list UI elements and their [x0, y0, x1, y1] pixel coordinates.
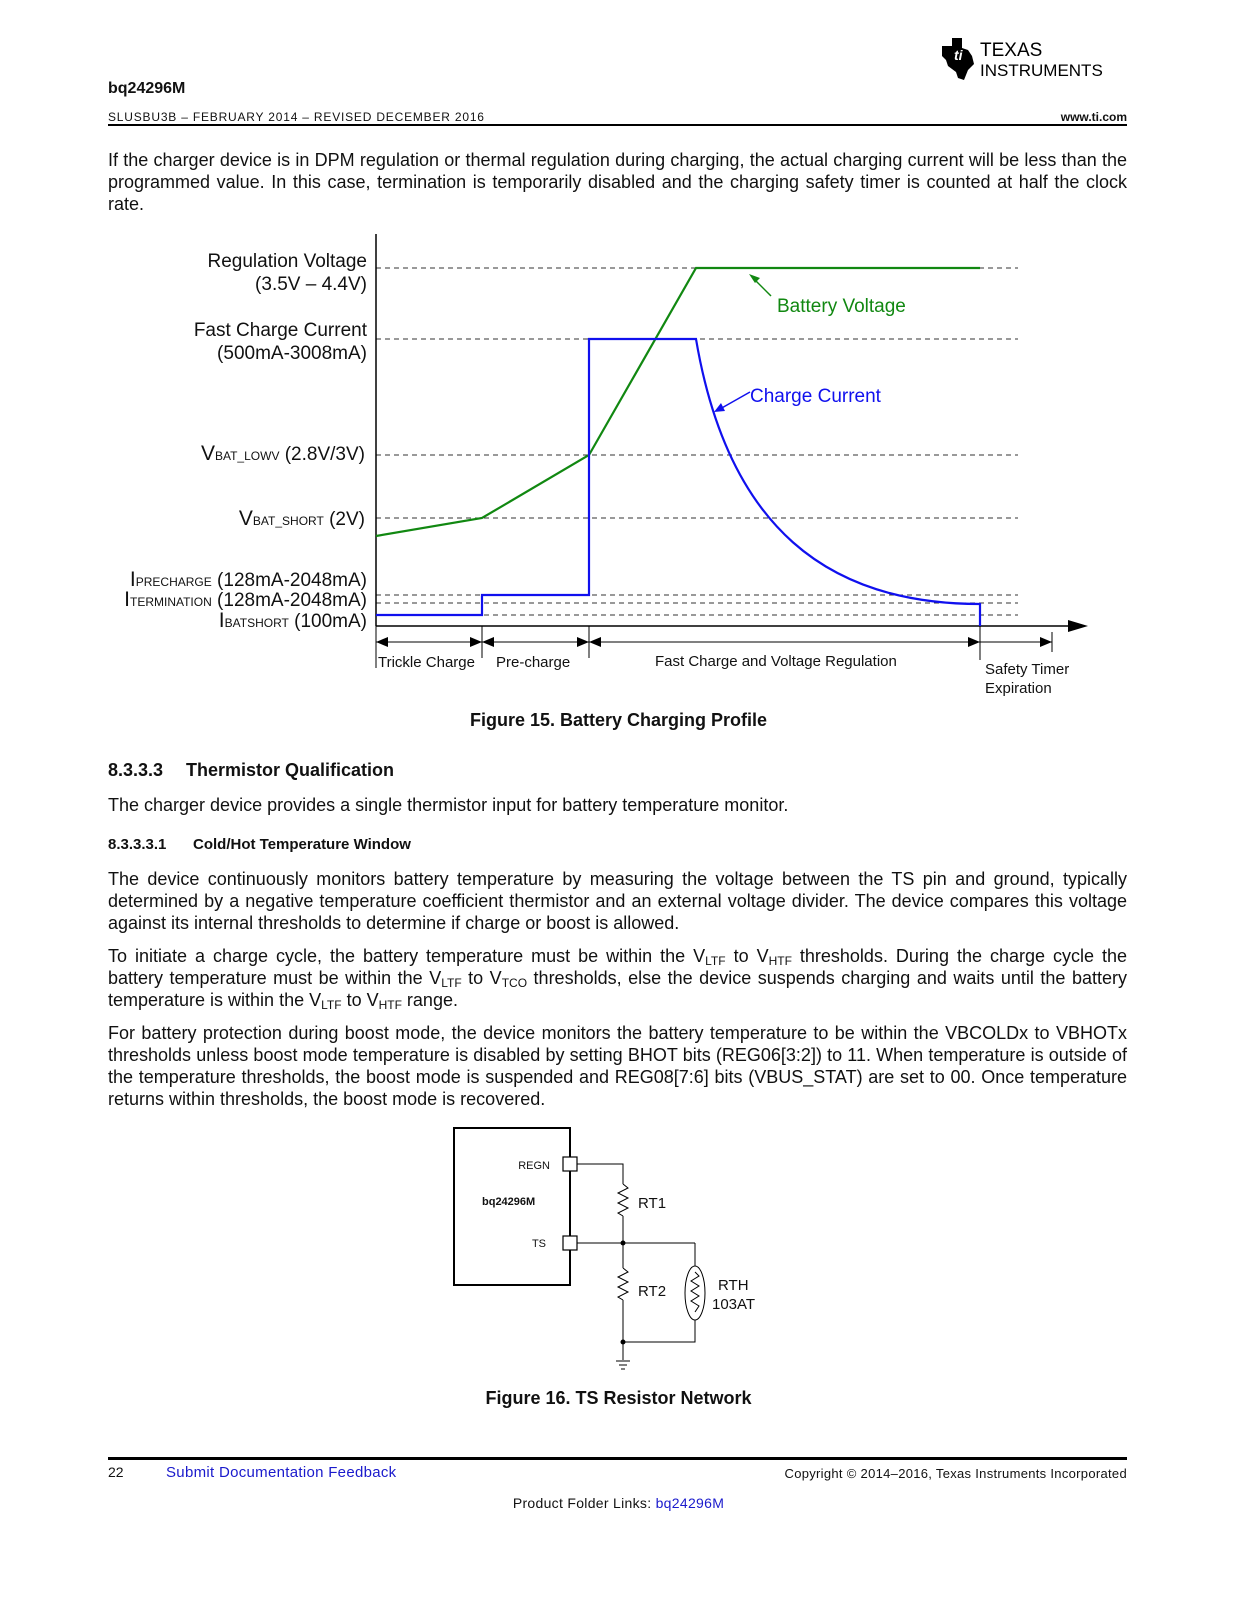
vbat-lowv-label: VBAT_LOWV (2.8V/3V): [200, 442, 365, 465]
rth-part-label: 103AT: [712, 1296, 756, 1313]
charge-current-curve: [376, 339, 980, 626]
phase-trickle-label: Trickle Charge: [378, 654, 475, 671]
phase-fast-label: Fast Charge and Voltage Regulation: [655, 653, 897, 670]
cold-hot-paragraph-1: The device continuously monitors battery temperature by measuring the voltage between the TS pin and ground, typically determined by a negative temperature coefficient thermistor and an external voltage divider. The device compares this voltage against its internal thresholds to determine if charge or boost is allowed.: [108, 869, 1127, 933]
battery-voltage-label: Battery Voltage: [777, 296, 906, 317]
charge-current-label: Charge Current: [750, 386, 881, 407]
iprecharge-label: IPRECHARGE (128mA-2048mA): [129, 568, 367, 591]
x-axis-arrow: [1068, 620, 1088, 632]
reg-voltage-label: Regulation Voltage: [207, 251, 367, 272]
rth-label: RTH: [718, 1277, 749, 1294]
rt2-resistor: [618, 1268, 628, 1300]
regn-label: REGN: [518, 1160, 550, 1172]
section-number: 8.3.3.3: [108, 760, 164, 780]
subsection-heading: [108, 836, 411, 853]
doc-id: SLUSBU3B – FEBRUARY 2014 – REVISED DECEMBER 2016: [108, 110, 485, 124]
cold-hot-paragraph-3: For battery protection during boost mode, the device monitors the battery temperature to be within the VBCOLDx to VBHOTx thresholds unless boost mode temperature is disabled by setting BHOT bits (REG06[3:2]) to 11. When temperature is outside of the temperature thresholds, the boost mode is suspended and REG08[7:6] bits (VBUS_STAT) are set to 00. Once temperature returns within thresholds, the boost mode is recovered.: [108, 1023, 1127, 1109]
subsection-number: 8.3.3.3.1: [108, 836, 167, 853]
product-folder-link[interactable]: bq24296M: [655, 1495, 725, 1511]
charge-current-pointer: [720, 392, 750, 409]
footer-rule: [108, 1457, 1127, 1460]
chip-label: bq24296M: [482, 1196, 536, 1208]
regn-pin: [563, 1157, 577, 1171]
fast-charge-range-label: (500mA-3008mA): [217, 343, 367, 364]
ibatshort-label: IBATSHORT (100mA): [218, 609, 367, 632]
cold-hot-paragraph-2: To initiate a charge cycle, the battery temperature must be within the $V_{LTF}$ to $V_{HTF}$ thresholds. During the charge cycle the battery temperature must be within the $V_{LTF}$ to $V_{TCO}$ thresholds, else the device suspends charging and waits until the battery temperature is within the $V_{LTF}$ to $V_{HTF}$ range.: [108, 946, 1127, 1012]
submit-feedback-link[interactable]: Submit Documentation Feedback: [166, 1464, 397, 1481]
fast-charge-label: Fast Charge Current: [193, 320, 367, 341]
brand-line2: INSTRUMENTS: [980, 61, 1103, 80]
phase-safety-label-1: Safety Timer: [985, 661, 1070, 678]
phase-safety-label-2: Expiration: [985, 680, 1052, 697]
ts-label: TS: [531, 1238, 546, 1250]
brand-line1: TEXAS: [980, 40, 1043, 61]
battery-charging-profile-figure: [108, 228, 1128, 706]
ts-pin: [563, 1236, 577, 1250]
rt1-label: RT1: [638, 1195, 667, 1212]
header-rule: [108, 124, 1127, 126]
reg-voltage-range-label: (3.5V – 4.4V): [255, 274, 367, 295]
figure15-caption: Figure 15. Battery Charging Profile: [469, 710, 768, 730]
page-number: 22: [108, 1464, 124, 1480]
ti-logo: [938, 34, 1128, 84]
subsection-title: Cold/Hot Temperature Window: [193, 836, 411, 853]
folder-links-prefix: Product Folder Links:: [512, 1495, 656, 1511]
figure16-caption: Figure 16. TS Resistor Network: [485, 1388, 752, 1408]
svg-text:ti: ti: [954, 47, 963, 63]
site-url[interactable]: www.ti.com: [1060, 110, 1127, 124]
section-paragraph: The charger device provides a single thermistor input for battery temperature monitor.: [108, 795, 789, 815]
part-number: bq24296M: [108, 80, 186, 97]
rt2-label: RT2: [638, 1283, 667, 1300]
section-title: Thermistor Qualification: [186, 760, 395, 780]
rt1-resistor: [618, 1184, 628, 1216]
section-heading: [108, 760, 394, 781]
product-folder-links: [0, 1495, 1237, 1511]
intro-paragraph: If the charger device is in DPM regulation or thermal regulation during charging, the actual charging current will be less than the programmed value. In this case, termination is temporarily disabled and the charging safety timer is counted at half the clock rate.: [108, 150, 1127, 214]
copyright-notice: Copyright © 2014–2016, Texas Instruments Incorporated: [784, 1466, 1127, 1481]
itermination-label: ITERMINATION (128mA-2048mA): [124, 588, 367, 611]
vbat-short-label: VBAT_SHORT (2V): [238, 507, 365, 530]
threshold-lines: [376, 268, 1018, 615]
phase-precharge-label: Pre-charge: [496, 654, 571, 671]
ts-resistor-network-figure: [440, 1120, 780, 1380]
